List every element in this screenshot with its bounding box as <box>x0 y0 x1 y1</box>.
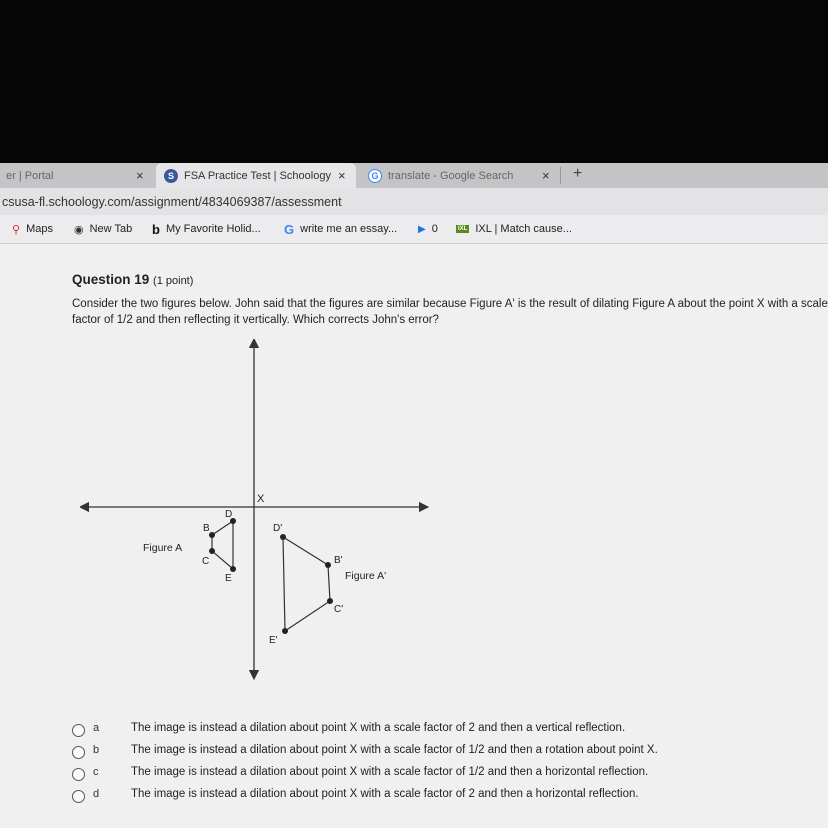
point-x-label: X <box>257 493 265 505</box>
figure-a-prime-label: Figure A' <box>345 570 387 582</box>
map-pin-icon: ⚲ <box>12 223 21 236</box>
address-bar[interactable] <box>0 188 828 215</box>
tab-translate-google[interactable] <box>362 163 558 188</box>
bookmark-label: Maps <box>26 223 53 235</box>
vertex-d-prime-point <box>280 534 286 540</box>
bookmark-label: 0 <box>431 223 438 235</box>
ixl-icon: IXL <box>458 226 468 232</box>
google-icon: G <box>284 221 295 237</box>
bookmark-label: My Favorite Holid... <box>165 223 261 235</box>
vertex-d-prime-label: D' <box>273 523 283 534</box>
bookmark-label: New Tab <box>89 223 133 235</box>
bookmark-arrow[interactable] <box>418 215 438 243</box>
vertex-e-prime-label: E' <box>269 635 278 646</box>
vertex-e-point <box>230 566 236 572</box>
vertex-d-label: D <box>225 509 233 520</box>
answer-text[interactable]: The image is instead a dilation about point X with a scale factor of 2 and then a vertical reflection. <box>131 722 626 734</box>
question-title <box>72 272 193 287</box>
google-icon: G <box>368 169 382 183</box>
close-icon[interactable]: × <box>338 168 346 183</box>
vertex-e-label: E <box>225 573 232 584</box>
tab-portal[interactable] <box>0 163 152 188</box>
close-icon[interactable]: × <box>542 168 550 183</box>
tab-bar <box>0 163 828 188</box>
bookmark-new-tab[interactable] <box>74 215 132 243</box>
b-icon: b <box>152 221 160 237</box>
answer-letter: b <box>93 744 100 756</box>
new-tab-button[interactable]: + <box>573 165 583 182</box>
question-text: Consider the two figures below. John said that the figures are similar because Figure A' is the result of dilating Figure A about the point X with a scale factor of 1/2 and then reflecting it vertically. Which corrects John's error? <box>72 298 828 326</box>
tab-label: er | Portal <box>6 169 54 182</box>
vertex-b-label: B <box>203 523 210 534</box>
bookmark-ixl[interactable] <box>456 215 572 243</box>
radio-button[interactable] <box>72 768 85 781</box>
bookmark-write-me-an-essay[interactable] <box>284 215 397 243</box>
figure-a-prime-shape <box>283 537 330 631</box>
radio-button[interactable] <box>72 790 85 803</box>
bookmark-label: IXL | Match cause... <box>475 223 572 235</box>
answer-option-c[interactable] <box>0 766 828 788</box>
vertex-c-label: C <box>202 556 210 567</box>
vertex-c-point <box>209 548 215 554</box>
answer-text[interactable]: The image is instead a dilation about point X with a scale factor of 2 and then a horizontal reflection. <box>131 788 639 800</box>
schoology-icon: S <box>164 169 178 183</box>
coordinate-figure <box>80 339 430 684</box>
url-text[interactable]: csusa-fl.schoology.com/assignment/4834069387/assessment <box>2 194 342 209</box>
vertex-b-prime-label: B' <box>334 555 343 566</box>
answer-text[interactable]: The image is instead a dilation about point X with a scale factor of 1/2 and then a horizontal reflection. <box>131 766 649 778</box>
assessment-page <box>0 244 828 828</box>
figure-a-shape <box>212 521 233 569</box>
new-tab-icon: ◉ <box>74 223 84 236</box>
radio-button[interactable] <box>72 746 85 759</box>
tab-fsa-practice-test[interactable] <box>156 163 356 188</box>
tab-label: translate - Google Search <box>388 169 514 182</box>
arrow-icon: ▶ <box>418 223 426 235</box>
answer-letter: c <box>93 766 99 778</box>
vertex-c-prime-point <box>327 598 333 604</box>
tab-divider <box>560 167 561 184</box>
figure-a-label: Figure A <box>143 542 183 554</box>
close-icon[interactable]: × <box>136 168 144 183</box>
bookmark-my-favorite-holid[interactable] <box>152 215 261 243</box>
answer-text[interactable]: The image is instead a dilation about point X with a scale factor of 1/2 and then a rotation about point X. <box>131 744 658 756</box>
radio-button[interactable] <box>72 724 85 737</box>
answer-option-a[interactable] <box>0 722 828 744</box>
question-number: Question 19 <box>72 272 150 287</box>
answer-option-d[interactable] <box>0 788 828 810</box>
bookmarks-bar <box>0 215 828 244</box>
answer-letter: d <box>93 788 100 800</box>
vertex-c-prime-label: C' <box>334 604 344 615</box>
vertex-b-prime-point <box>325 562 331 568</box>
bookmark-label: write me an essay... <box>300 223 398 235</box>
question-points: (1 point) <box>153 275 194 287</box>
answer-letter: a <box>93 722 100 734</box>
tab-label: FSA Practice Test | Schoology <box>184 169 331 182</box>
vertex-b-point <box>209 532 215 538</box>
bookmark-maps[interactable] <box>12 215 53 243</box>
vertex-e-prime-point <box>282 628 288 634</box>
answer-option-b[interactable] <box>0 744 828 766</box>
